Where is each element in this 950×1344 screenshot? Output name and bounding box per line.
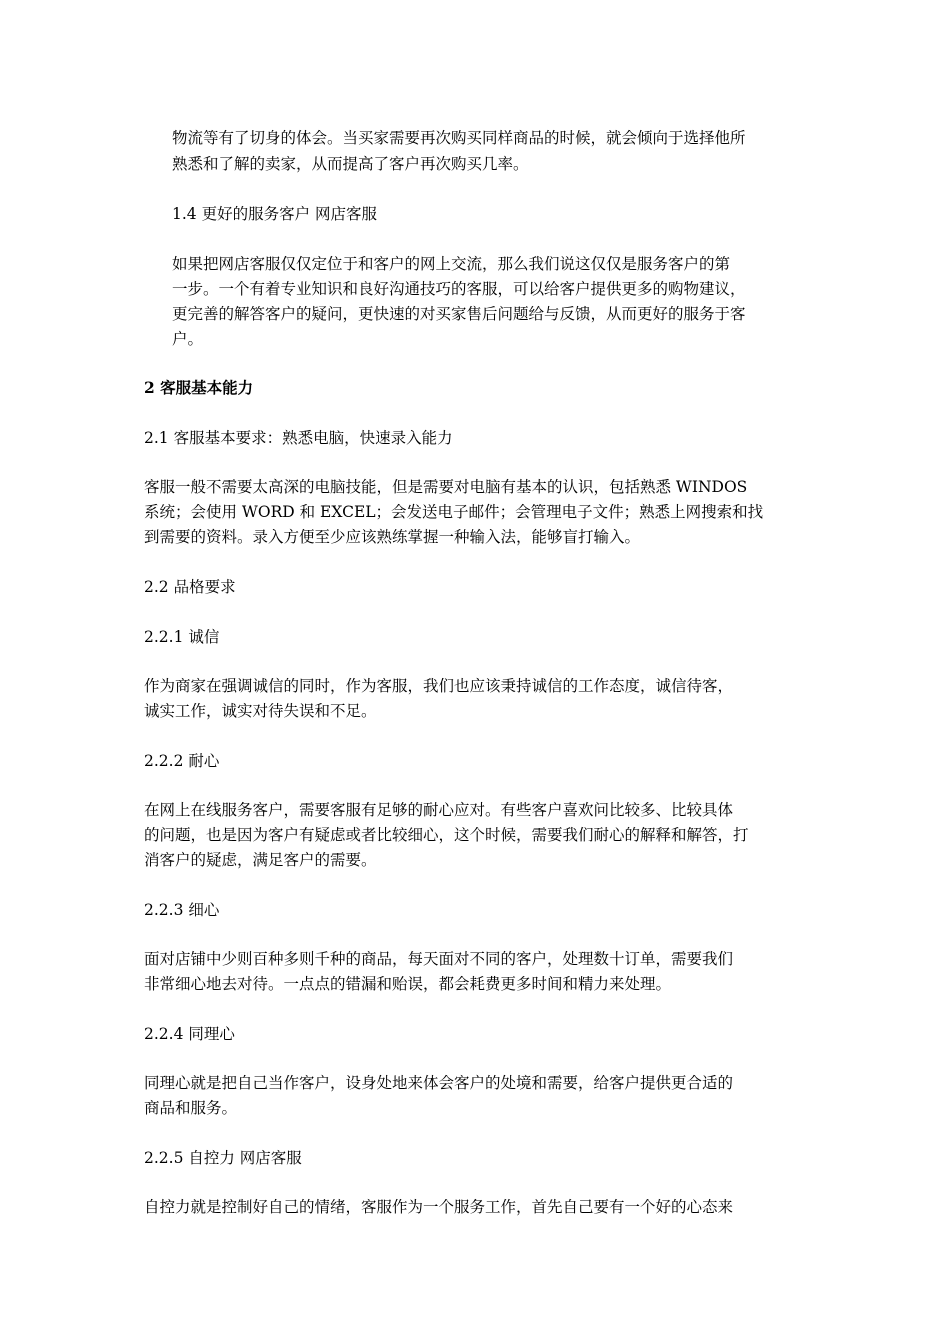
section-heading-1-4: 1.4 更好的服务客户 网店客服 <box>172 205 378 223</box>
paragraph-line: 熟悉和了解的卖家，从而提高了客户再次购买几率。 <box>172 155 529 173</box>
section-heading-2-1: 2.1 客服基本要求：熟悉电脑，快速录入能力 <box>144 429 453 447</box>
paragraph-line: 系统；会使用 WORD 和 EXCEL；会发送电子邮件；会管理电子文件；熟悉上网搜索和找 <box>144 503 764 521</box>
paragraph-line: 到需要的资料。录入方便至少应该熟练掌握一种输入法，能够盲打输入。 <box>144 528 641 546</box>
paragraph-line: 同理心就是把自己当作客户，设身处地来体会客户的处境和需要，给客户提供更合适的 <box>144 1074 734 1092</box>
paragraph-line: 非常细心地去对待。一点点的错漏和贻误，都会耗费更多时间和精力来处理。 <box>144 975 672 993</box>
paragraph-line: 在网上在线服务客户，需要客服有足够的耐心应对。有些客户喜欢问比较多、比较具体 <box>144 801 734 819</box>
section-heading-2-2-2: 2.2.2 耐心 <box>144 752 220 770</box>
paragraph-line: 物流等有了切身的体会。当买家需要再次购买同样商品的时候，就会倾向于选择他所 <box>172 129 746 147</box>
paragraph-line: 客服一般不需要太高深的电脑技能，但是需要对电脑有基本的认识，包括熟悉 WINDOS <box>144 478 748 496</box>
paragraph-line: 作为商家在强调诚信的同时，作为客服，我们也应该秉持诚信的工作态度，诚信待客， <box>144 677 734 695</box>
paragraph-line: 如果把网店客服仅仅定位于和客户的网上交流，那么我们说这仅仅是服务客户的第 <box>172 255 731 273</box>
chapter-heading-2: 2 客服基本能力 <box>144 378 254 397</box>
paragraph-line: 的问题，也是因为客户有疑虑或者比较细心，这个时候，需要我们耐心的解释和解答，打 <box>144 826 749 844</box>
paragraph-line: 消客户的疑虑，满足客户的需要。 <box>144 851 377 869</box>
paragraph-line: 自控力就是控制好自己的情绪，客服作为一个服务工作，首先自己要有一个好的心态来 <box>144 1198 734 1216</box>
paragraph-line: 更完善的解答客户的疑问，更快速的对买家售后问题给与反馈，从而更好的服务于客 <box>172 305 746 323</box>
paragraph-line: 户。 <box>172 330 204 348</box>
section-heading-2-2-4: 2.2.4 同理心 <box>144 1025 235 1043</box>
paragraph-line: 面对店铺中少则百种多则千种的商品，每天面对不同的客户，处理数十订单，需要我们 <box>144 950 734 968</box>
section-heading-2-2-1: 2.2.1 诚信 <box>144 628 220 646</box>
section-heading-2-2-5: 2.2.5 自控力 网店客服 <box>144 1149 302 1167</box>
paragraph-line: 商品和服务。 <box>144 1099 238 1117</box>
paragraph-line: 一步。一个有着专业知识和良好沟通技巧的客服，可以给客户提供更多的购物建议， <box>172 280 746 298</box>
paragraph-line: 诚实工作，诚实对待失误和不足。 <box>144 702 377 720</box>
section-heading-2-2-3: 2.2.3 细心 <box>144 901 220 919</box>
section-heading-2-2: 2.2 品格要求 <box>144 578 236 596</box>
